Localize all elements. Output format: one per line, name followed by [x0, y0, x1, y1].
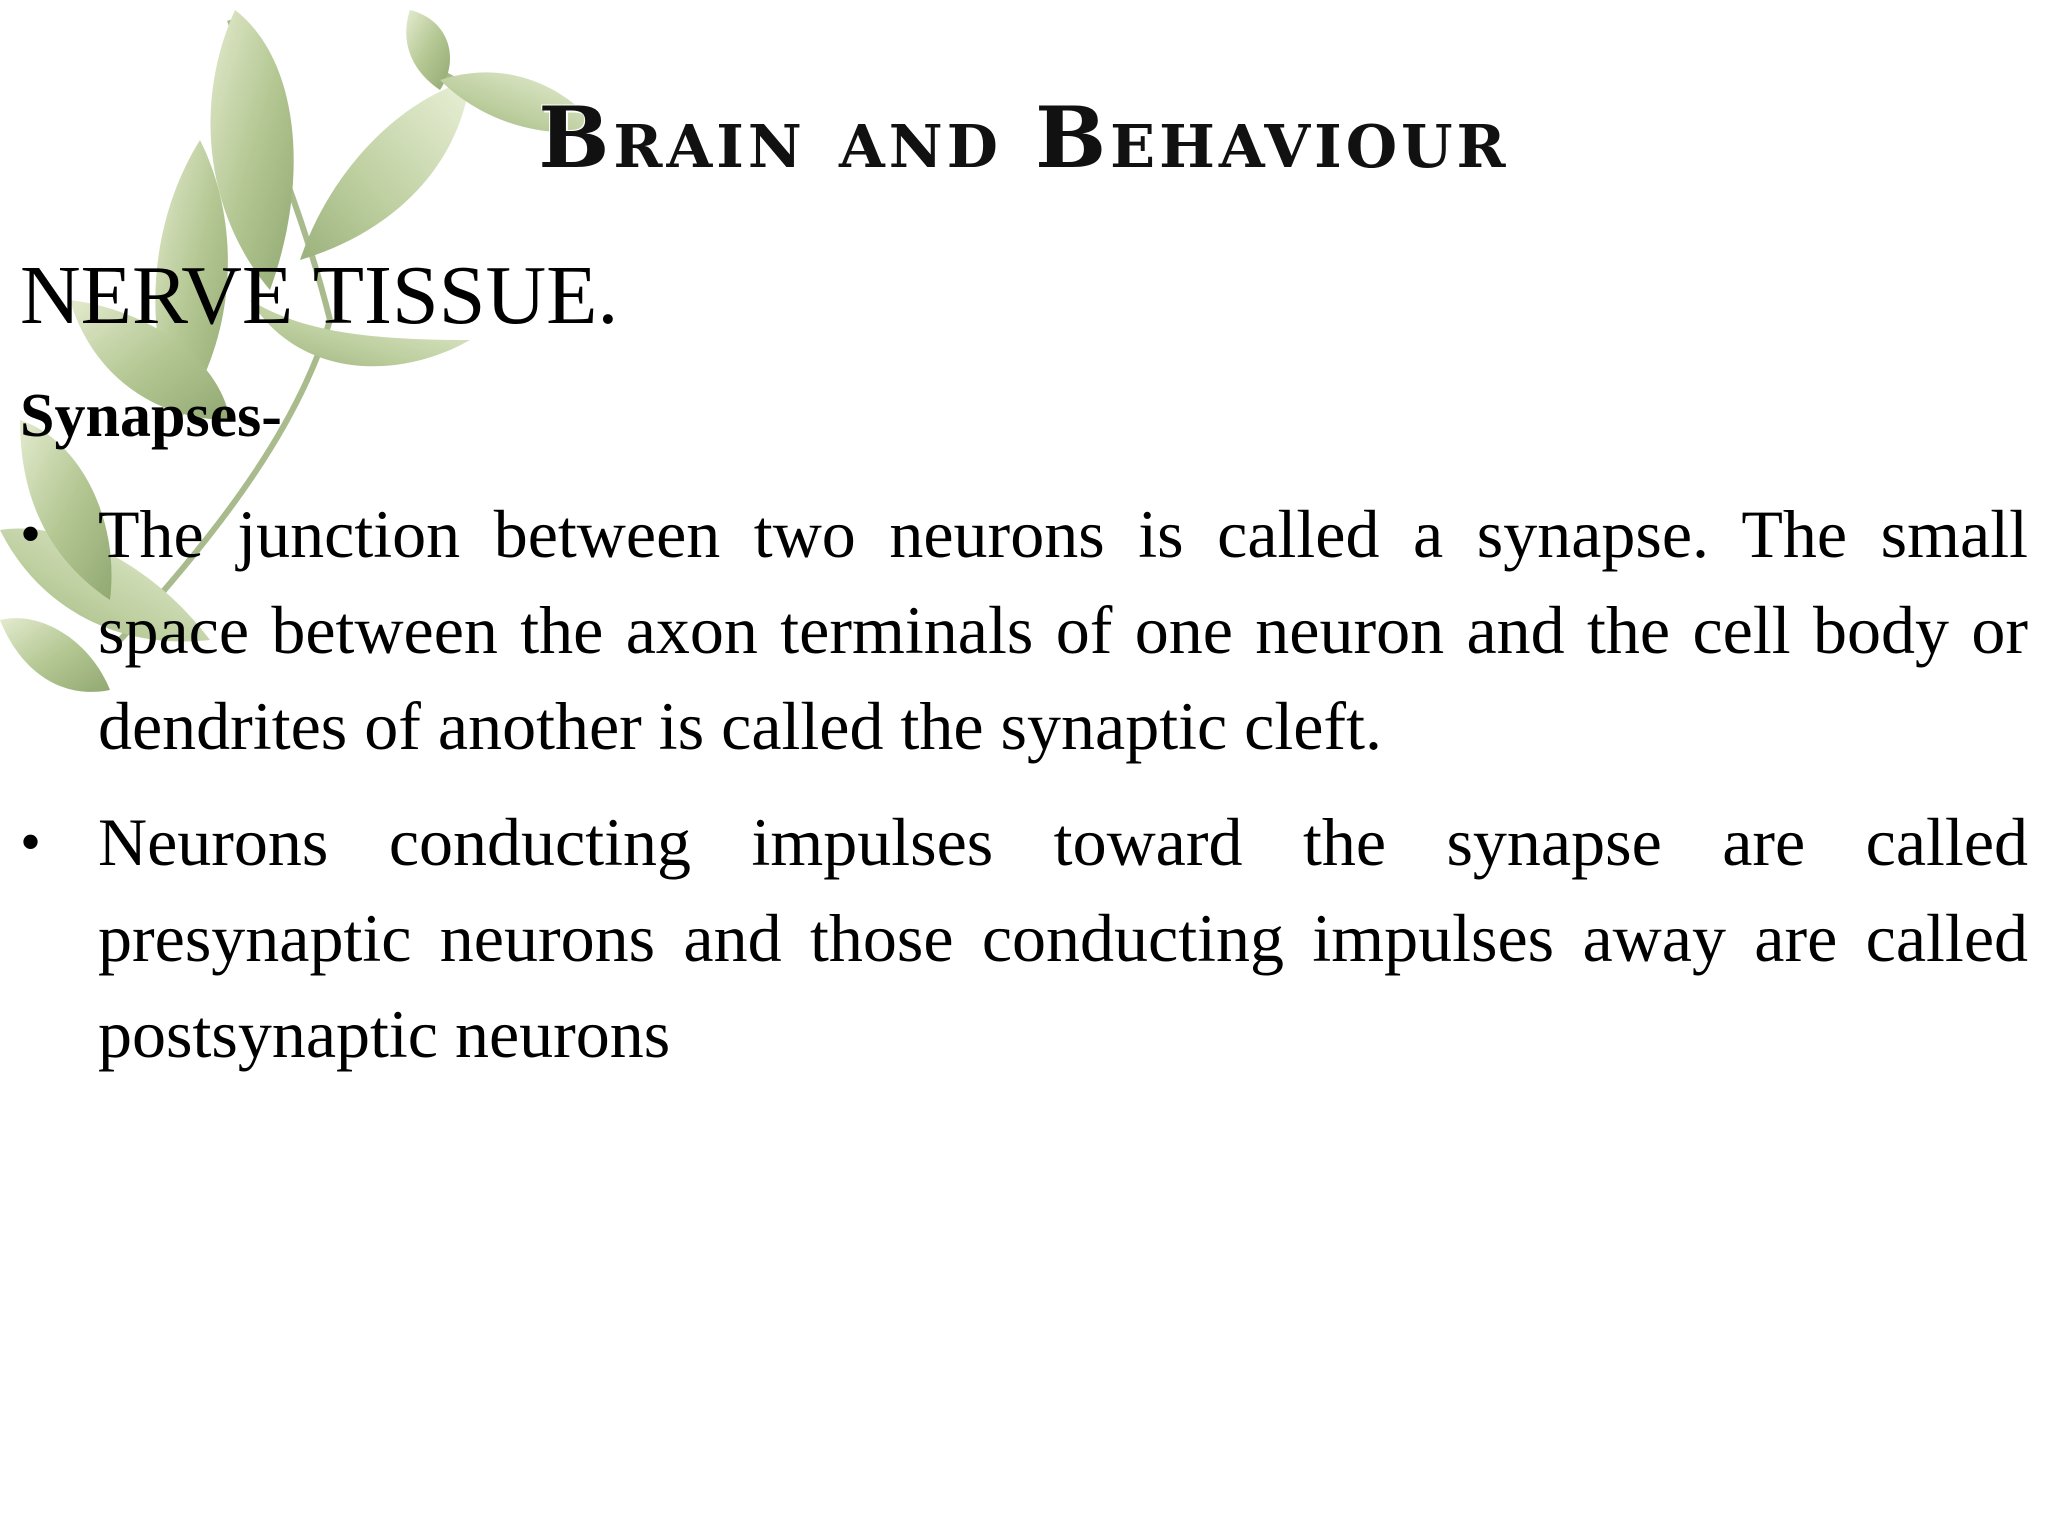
bullet-dot-icon: • — [20, 501, 42, 567]
bullet-item — [20, 486, 2028, 774]
bullet-text: Neurons conducting impulses toward the synapse are called presynaptic neurons and those conducting impulses away are called postsynaptic neurons — [98, 804, 2028, 1072]
bullet-dot-icon: • — [20, 809, 42, 875]
section-heading: NERVE TISSUE. — [20, 249, 619, 342]
bullet-item — [20, 794, 2028, 1082]
bullet-text: The junction between two neurons is called a synapse. The small space between the axon terminals of one neuron and the cell body or dendrites of another is called the synaptic cleft. — [98, 496, 2028, 764]
bullet-list — [20, 486, 2028, 1102]
slide-title: Brain and Behaviour — [538, 88, 1510, 187]
sub-heading: Synapses- — [20, 382, 282, 450]
